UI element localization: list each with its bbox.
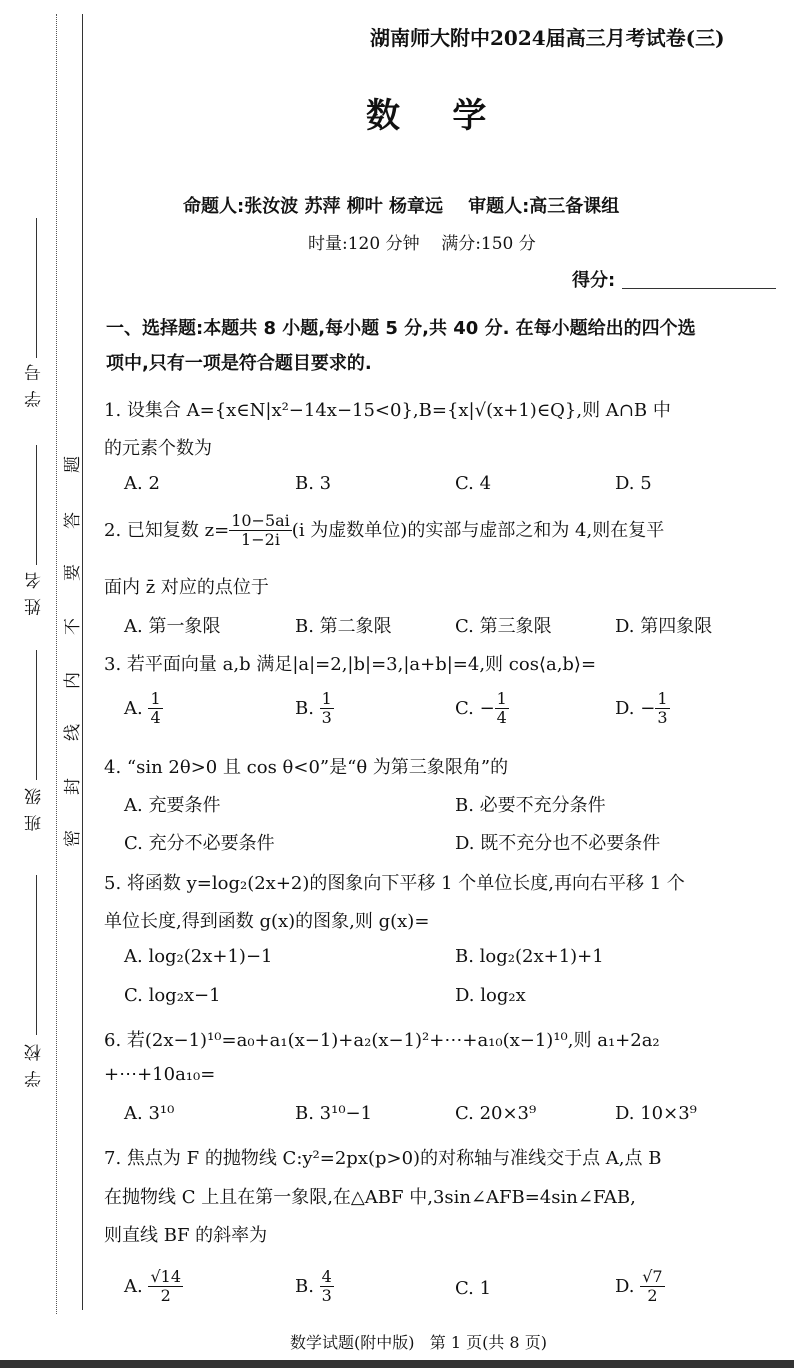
question-6-text: 6. 若(2x−1)¹⁰=a₀+a₁(x−1)+a₂(x−1)²+⋯+a₁₀(x−1)¹⁰,则 a₁+2a₂ xyxy=(104,1030,660,1051)
xuehao-fill-line xyxy=(36,218,37,358)
seal-char: 密 xyxy=(63,830,83,847)
frac-den: 4 xyxy=(150,708,161,728)
margin-border-line xyxy=(82,14,83,1310)
frac-den: 3 xyxy=(321,1286,332,1306)
timing-line: 时量:120 分钟 满分:150 分 xyxy=(308,234,536,254)
frac-num: 1 xyxy=(321,689,332,708)
q3-option-d xyxy=(615,690,670,728)
q2-option-a: A. 第一象限 xyxy=(124,616,221,637)
q5-option-a: A. log₂(2x+1)−1 xyxy=(124,946,273,967)
authors-line: 命题人:张汝波 苏萍 柳叶 杨章远 审题人:高三备课组 xyxy=(183,196,620,217)
option-fraction xyxy=(320,690,334,728)
page-title: 数 学 xyxy=(366,96,488,136)
section-heading: 项中,只有一项是符合题目要求的. xyxy=(106,353,372,374)
q3-option-a xyxy=(124,690,163,728)
frac-den: 3 xyxy=(657,708,668,728)
banji-label: 班 级 xyxy=(25,786,45,832)
option-fraction xyxy=(320,1268,334,1306)
q2-suffix: (i 为虚数单位)的实部与虚部之和为 4,则在复平 xyxy=(291,519,665,541)
option-label: A. xyxy=(124,1275,149,1297)
q6-option-d: D. 10×3⁹ xyxy=(615,1103,697,1124)
page-footer: 数学试题(附中版) 第 1 页(共 8 页) xyxy=(290,1333,547,1352)
xuexiao-label: 学 校 xyxy=(25,1042,45,1088)
q4-option-c: C. 充分不必要条件 xyxy=(124,833,275,854)
frac-num: √14 xyxy=(150,1267,182,1286)
q4-option-a: A. 充要条件 xyxy=(124,795,221,816)
frac-num: 4 xyxy=(321,1267,332,1286)
frac-num: 1 xyxy=(150,689,161,708)
q2-frac-num: 10−5ai xyxy=(231,511,290,530)
frac-num: 1 xyxy=(496,689,507,708)
option-label: A. xyxy=(124,697,149,719)
q5-option-b: B. log₂(2x+1)+1 xyxy=(455,946,604,967)
option-sign: − xyxy=(479,697,495,719)
xuexiao-fill-line xyxy=(36,875,37,1035)
banji-fill-line xyxy=(36,650,37,780)
q4-option-b: B. 必要不充分条件 xyxy=(455,795,606,816)
score-fill-line[interactable] xyxy=(622,288,776,289)
question-2-text: 面内 z̄ 对应的点位于 xyxy=(104,577,269,598)
q2-option-c: C. 第三象限 xyxy=(455,616,552,637)
seal-char: 不 xyxy=(63,618,83,635)
seal-char: 封 xyxy=(63,778,83,795)
frac-den: 2 xyxy=(647,1286,658,1306)
q7-option-c: C. 1 xyxy=(455,1278,492,1299)
frac-den: 3 xyxy=(321,708,332,728)
xingming-label: 姓 名 xyxy=(25,570,45,616)
q2-option-b: B. 第二象限 xyxy=(295,616,392,637)
question-7-text: 在抛物线 C 上且在第一象限,在△ABF 中,3sin∠AFB=4sin∠FAB, xyxy=(104,1187,636,1208)
seal-char: 答 xyxy=(63,512,83,529)
exam-header: 湖南师大附中2024届高三月考试卷(三) xyxy=(370,26,725,50)
option-fraction xyxy=(148,690,162,728)
q6-option-b: B. 3¹⁰−1 xyxy=(295,1103,373,1124)
question-5-text: 单位长度,得到函数 g(x)的图象,则 g(x)= xyxy=(104,911,430,932)
q2-fraction xyxy=(229,512,292,550)
q5-option-d: D. log₂x xyxy=(455,985,526,1006)
frac-num: 1 xyxy=(657,689,668,708)
seal-char: 要 xyxy=(63,564,83,581)
q1-option-b: B. 3 xyxy=(295,473,332,494)
option-fraction xyxy=(495,690,509,728)
option-fraction xyxy=(148,1268,183,1306)
seal-char: 线 xyxy=(63,724,83,741)
option-fraction xyxy=(640,1268,664,1306)
q1-option-a: A. 2 xyxy=(124,473,160,494)
question-1-text: 的元素个数为 xyxy=(104,438,212,459)
option-sign: − xyxy=(640,697,656,719)
section-heading: 一、选择题:本题共 8 小题,每小题 5 分,共 40 分. 在每小题给出的四个选 xyxy=(106,318,696,339)
q7-option-d xyxy=(615,1268,665,1306)
question-7-text: 7. 焦点为 F 的抛物线 C:y²=2px(p>0)的对称轴与准线交于点 A,点 B xyxy=(104,1148,662,1169)
option-label: D. xyxy=(615,697,641,719)
seal-char: 题 xyxy=(63,456,83,473)
q2-frac-den: 1−2i xyxy=(241,530,280,550)
option-fraction xyxy=(655,690,669,728)
q4-option-d: D. 既不充分也不必要条件 xyxy=(455,833,661,854)
q3-option-b xyxy=(295,690,334,728)
q1-option-d: D. 5 xyxy=(615,473,652,494)
q7-option-b xyxy=(295,1268,334,1306)
score-label: 得分: xyxy=(572,270,616,291)
q3-option-c xyxy=(455,690,509,728)
question-2-text xyxy=(104,512,664,550)
q6-option-a: A. 3¹⁰ xyxy=(124,1103,175,1124)
frac-den: 4 xyxy=(496,708,507,728)
page-bottom-edge xyxy=(0,1360,794,1368)
xingming-fill-line xyxy=(36,445,37,565)
question-6-text: +⋯+10a₁₀= xyxy=(104,1064,216,1085)
question-3-text: 3. 若平面向量 a,b 满足|a|=2,|b|=3,|a+b|=4,则 cos⟨a,b⟩= xyxy=(104,654,597,675)
option-label: B. xyxy=(295,1275,320,1297)
option-label: C. xyxy=(455,697,480,719)
seal-char: 内 xyxy=(63,672,83,689)
question-1-text: 1. 设集合 A={x∈N|x²−14x−15<0},B={x|√(x+1)∈Q},则 A∩B 中 xyxy=(104,400,671,421)
option-label: B. xyxy=(295,697,320,719)
q2-prefix: 2. 已知复数 z= xyxy=(104,519,230,541)
q5-option-c: C. log₂x−1 xyxy=(124,985,221,1006)
question-5-text: 5. 将函数 y=log₂(2x+2)的图象向下平移 1 个单位长度,再向右平移 1 个 xyxy=(104,873,685,894)
frac-den: 2 xyxy=(160,1286,171,1306)
question-7-text: 则直线 BF 的斜率为 xyxy=(104,1225,268,1246)
q1-option-c: C. 4 xyxy=(455,473,492,494)
q6-option-c: C. 20×3⁹ xyxy=(455,1103,537,1124)
xuehao-label: 学 号 xyxy=(25,362,45,408)
q7-option-a xyxy=(124,1268,183,1306)
frac-num: √7 xyxy=(642,1267,663,1286)
binding-dotted-line xyxy=(56,14,57,1314)
option-label: D. xyxy=(615,1275,641,1297)
q2-option-d: D. 第四象限 xyxy=(615,616,713,637)
question-4-text: 4. “sin 2θ>0 且 cos θ<0”是“θ 为第三象限角”的 xyxy=(104,757,509,778)
